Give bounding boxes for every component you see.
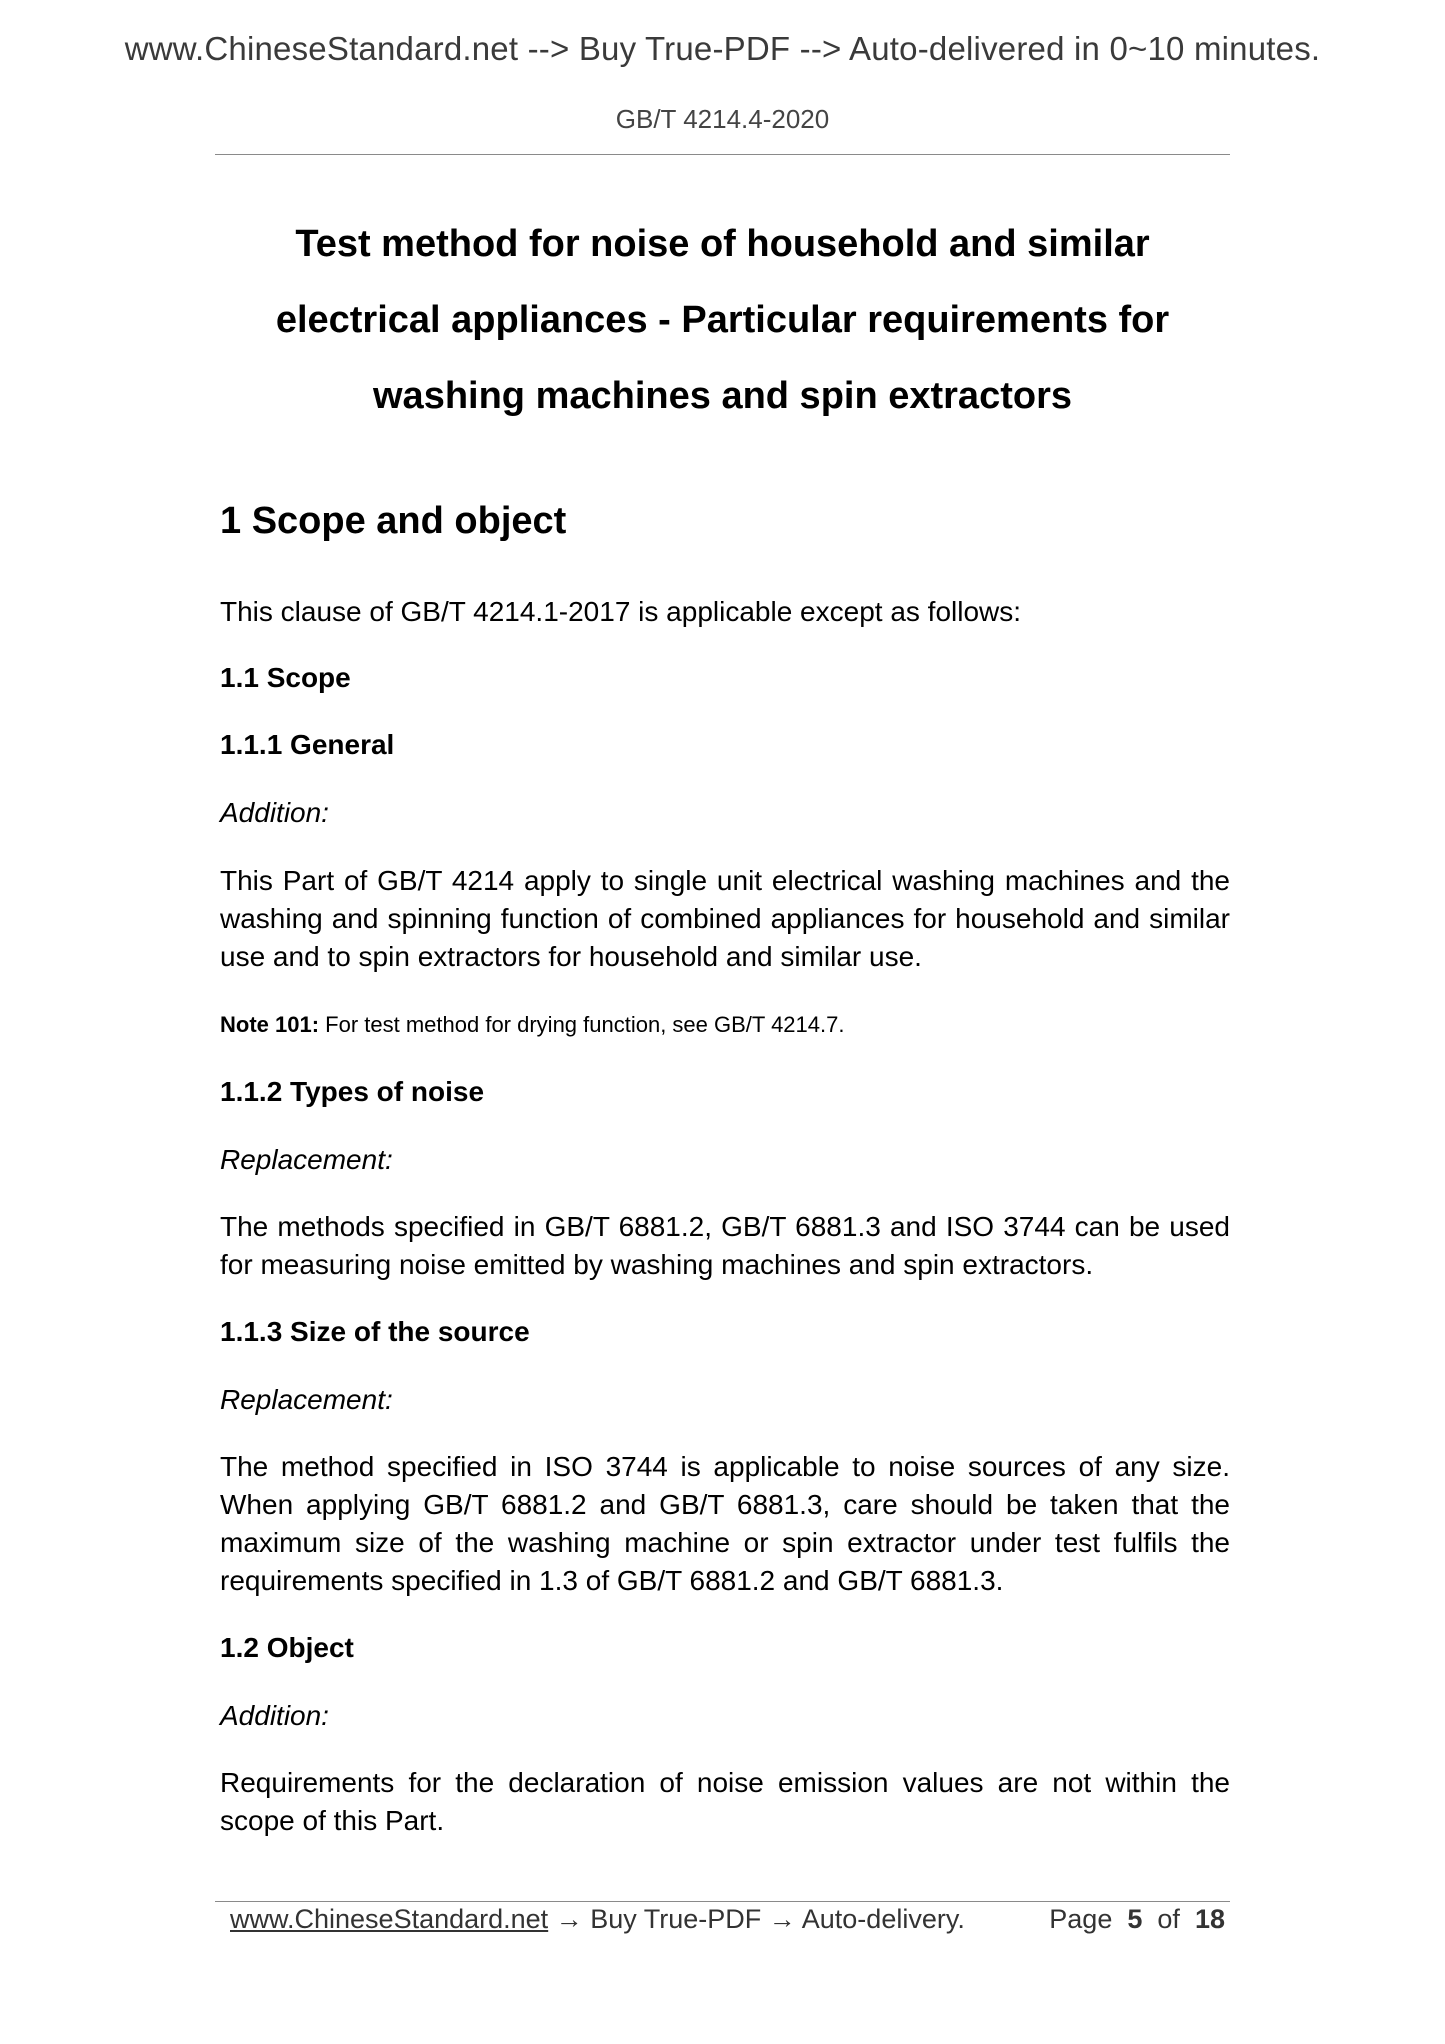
footer-promo bbox=[230, 1904, 965, 1935]
section-heading: 1 Scope and object bbox=[220, 500, 567, 542]
heading-1-2: 1.2 Object bbox=[220, 1632, 354, 1663]
footer-delivery-text: Auto-delivery. bbox=[801, 1904, 965, 1934]
standard-code: GB/T 4214.4-2020 bbox=[615, 104, 830, 134]
paragraph-1-1-2: The methods specified in GB/T 6881.2, GB/T 6881.3 and ISO 3744 can be used for measuring noise emitted by washing machines and spin extractors. bbox=[220, 1211, 1230, 1280]
title-line-2: electrical appliances - Particular requirements for bbox=[275, 299, 1170, 341]
page-word: Page bbox=[1049, 1904, 1113, 1934]
heading-1-1-3: 1.1.3 Size of the source bbox=[220, 1316, 530, 1347]
of-word: of bbox=[1157, 1904, 1180, 1934]
footer-divider bbox=[215, 1901, 1230, 1902]
intro-paragraph: This clause of GB/T 4214.1-2017 is applicable except as follows: bbox=[220, 596, 1022, 627]
header-divider bbox=[215, 154, 1230, 155]
note-101 bbox=[220, 1012, 1230, 1038]
title-line-1: Test method for noise of household and similar bbox=[295, 223, 1150, 265]
label-replacement-1: Replacement: bbox=[220, 1144, 393, 1175]
label-addition-2: Addition: bbox=[220, 1700, 329, 1731]
note-label: Note 101: bbox=[220, 1012, 320, 1037]
paragraph-1-1-3: The method specified in ISO 3744 is applicable to noise sources of any size. When applying GB/T 6881.2 and GB/T 6881.3, care should be taken that the maximum size of the washing machine or spin extractor under test fulfils the requirements specified in 1.3 of GB/T 6881.2 and GB/T 6881.3. bbox=[220, 1451, 1230, 1596]
document-title bbox=[215, 206, 1230, 434]
note-text: For test method for drying function, see GB/T 4214.7. bbox=[319, 1012, 845, 1037]
footer-arrow-2: → bbox=[761, 1904, 802, 1934]
label-addition-1: Addition: bbox=[220, 797, 329, 828]
heading-1-1-1: 1.1.1 General bbox=[220, 729, 395, 760]
heading-1-1-2: 1.1.2 Types of noise bbox=[220, 1076, 485, 1107]
page-number: 5 bbox=[1127, 1904, 1143, 1934]
footer-arrow-1: → bbox=[548, 1904, 591, 1934]
heading-1-1: 1.1 Scope bbox=[220, 662, 351, 693]
header-banner: www.ChineseStandard.net --> Buy True-PDF --> Auto-delivered in 0~10 minutes. bbox=[124, 30, 1321, 67]
paragraph-1-2: Requirements for the declaration of noise emission values are not within the scope of this Part. bbox=[220, 1767, 1230, 1836]
page-indicator bbox=[1049, 1904, 1225, 1935]
label-replacement-2: Replacement: bbox=[220, 1384, 393, 1415]
page-footer bbox=[230, 1904, 1225, 1944]
title-line-3: washing machines and spin extractors bbox=[373, 375, 1072, 417]
paragraph-1-1-1: This Part of GB/T 4214 apply to single unit electrical washing machines and the washing and spinning function of combined appliances for household and similar use and to spin extractors for household and similar use. bbox=[220, 865, 1230, 972]
total-pages: 18 bbox=[1194, 1904, 1225, 1934]
footer-buy-text: Buy True-PDF bbox=[590, 1904, 762, 1934]
footer-site-link[interactable]: www.ChineseStandard.net bbox=[230, 1904, 549, 1934]
